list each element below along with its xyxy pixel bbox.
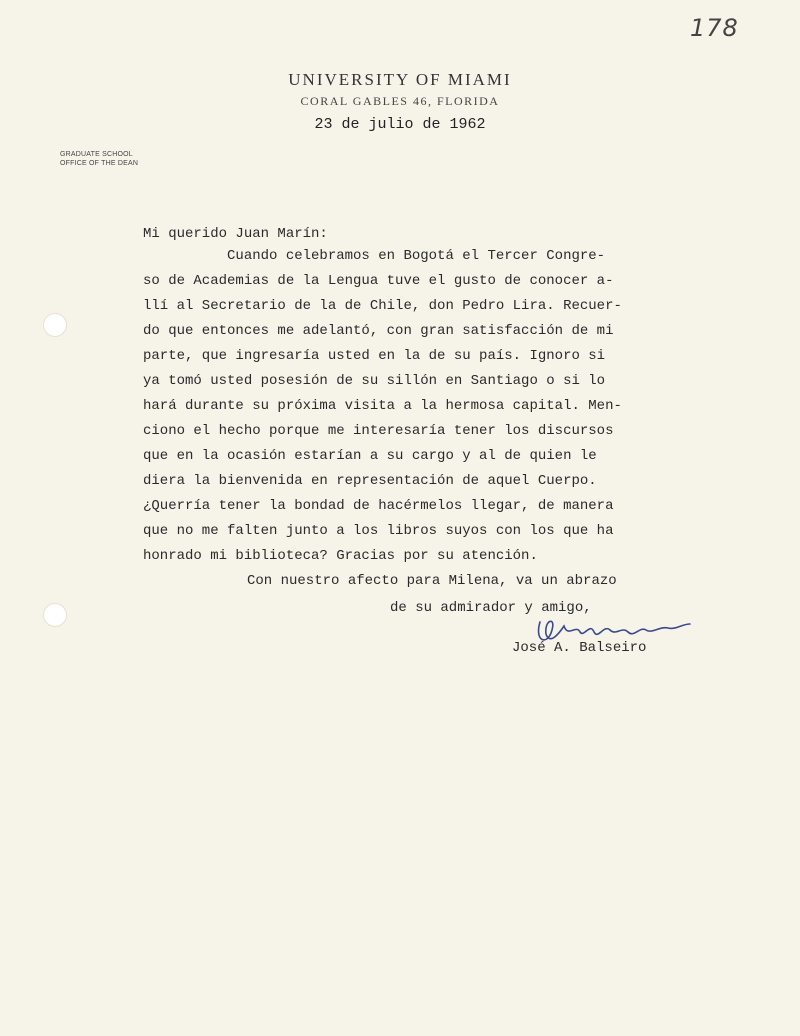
page-number-note: 178 [690,14,739,42]
closing-line: Con nuestro afecto para Milena, va un abrazo [247,573,617,589]
body-line: llí al Secretario de la de Chile, don Pedro Lira. Recuer- [143,298,622,314]
body-line: so de Academias de la Lengua tuve el gusto de conocer a- [143,273,614,289]
punch-hole [43,313,67,337]
body-line: ¿Querría tener la bondad de hacérmelos llegar, de manera [143,498,614,514]
body-line: ya tomó usted posesión de su sillón en Santiago o si lo [143,373,606,389]
office-line-school: GRADUATE SCHOOL [60,151,133,158]
body-line: ciono el hecho porque me interesaría tener los discursos [143,423,614,439]
body-line: diera la bienvenida en representación de aquel Cuerpo. [143,473,597,489]
closing-line-2: de su admirador y amigo, [390,600,592,616]
body-line: Cuando celebramos en Bogotá el Tercer Congre- [143,248,606,264]
signature-name: José A. Balseiro [512,640,647,656]
body-line: do que entonces me adelantó, con gran satisfacción de mi [143,323,614,339]
body-line: parte, que ingresaría usted en la de su país. Ignoro si [143,348,606,364]
body-line: que en la ocasión estarían a su cargo y al de quien le [143,448,597,464]
body-line: honrado mi biblioteca? Gracias por su atención. [143,548,538,564]
letterhead-address: CORAL GABLES 46, FLORIDA [300,94,500,108]
office-line-dean: OFFICE OF THE DEAN [60,160,139,167]
body-line: que no me falten junto a los libros suyos con los que ha [143,523,614,539]
letterhead-university: UNIVERSITY OF MIAMI [288,70,512,89]
letter-date: 23 de julio de 1962 [314,116,486,133]
salutation: Mi querido Juan Marín: [143,226,328,242]
office-label [60,150,138,168]
body-line: hará durante su próxima visita a la hermosa capital. Men- [143,398,622,414]
punch-hole [43,603,67,627]
